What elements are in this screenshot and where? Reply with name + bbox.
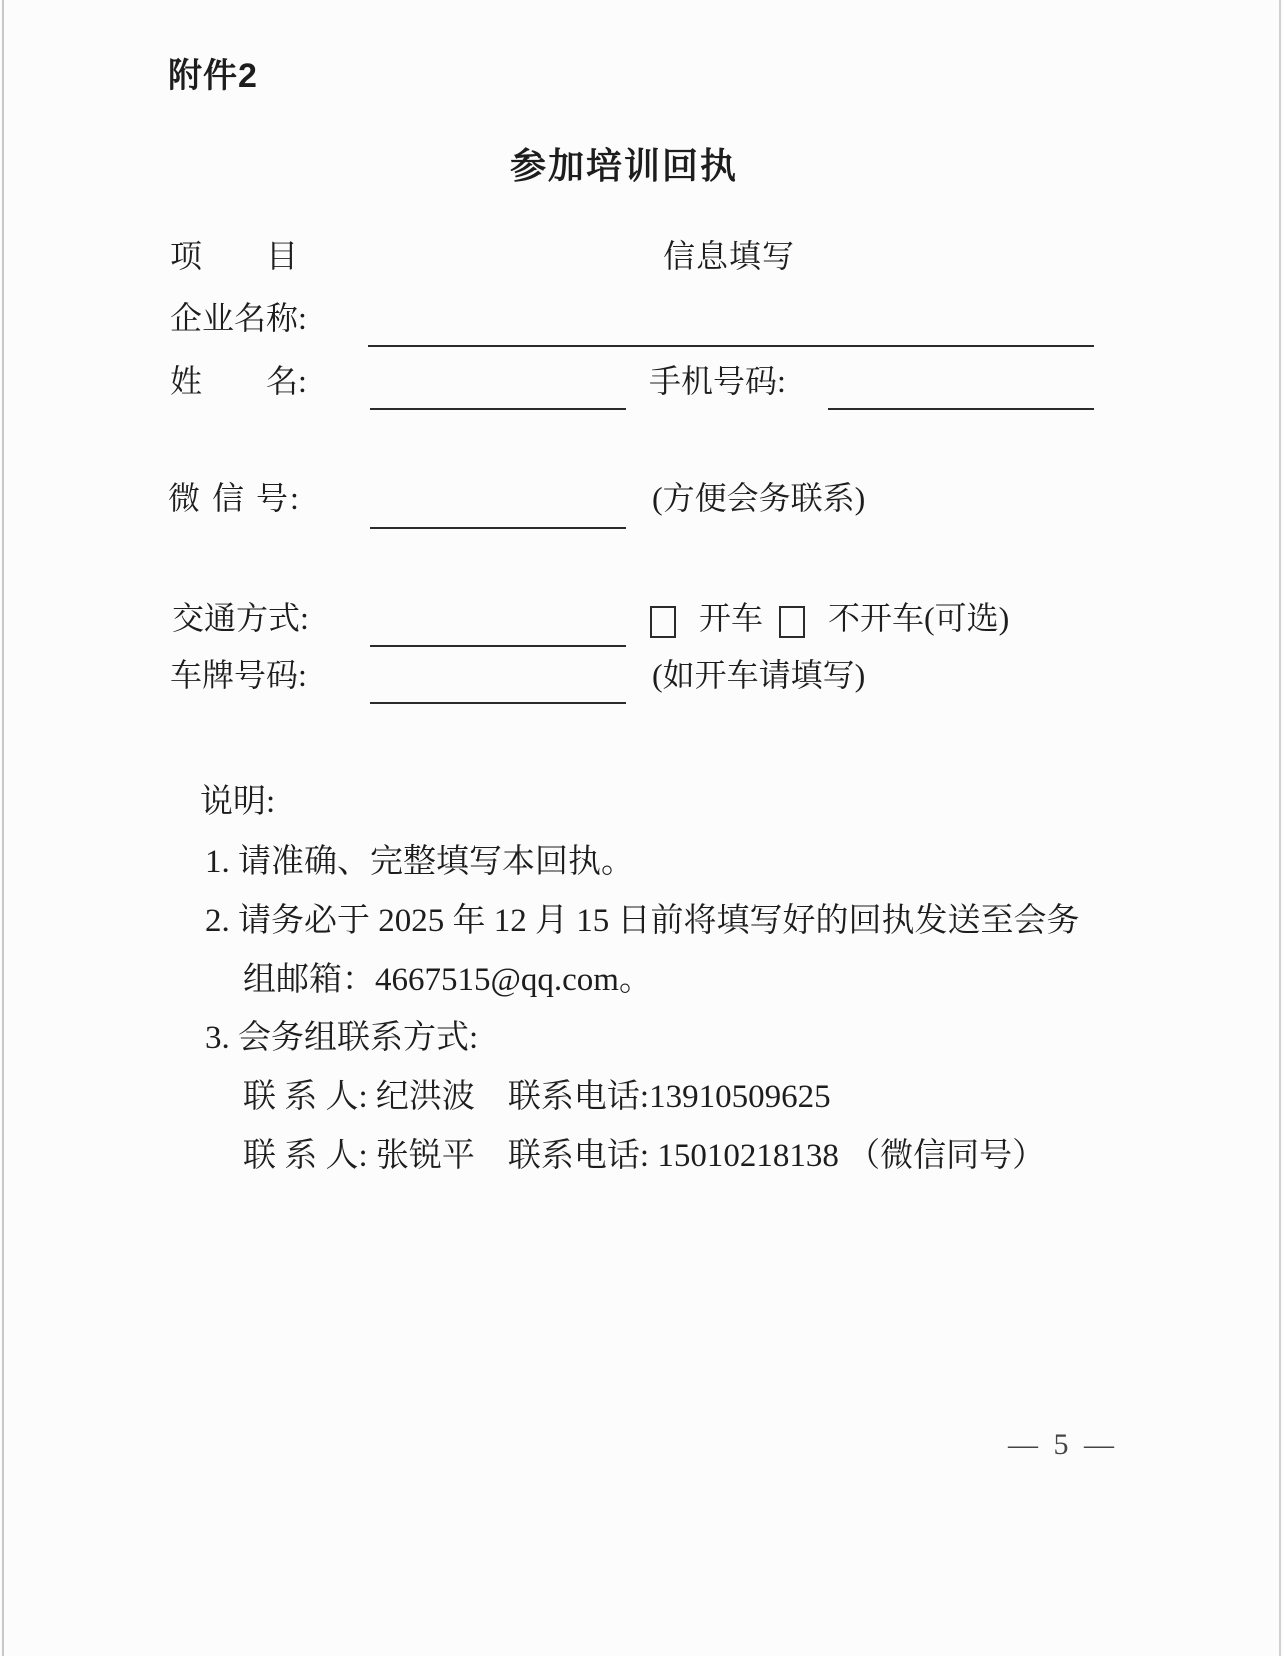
note-item-2-email-line: 组邮箱：4667515@qq.com。 (243, 962, 652, 998)
transport-mode-label: 交通方式: (172, 600, 309, 636)
name-blank-line (370, 408, 626, 410)
no-drive-checkbox (779, 606, 805, 638)
note-item-1: 1. 请准确、完整填写本回执。 (205, 844, 634, 880)
contact-person-line-2: 联 系 人: 张锐平 联系电话: 15010218138 （微信同号） (243, 1138, 1046, 1174)
company-name-blank-line (368, 345, 1094, 347)
wechat-id-blank-line (370, 527, 626, 529)
scan-edge-right (1279, 0, 1281, 1656)
transport-mode-blank-line (370, 645, 626, 647)
wechat-note-text: (方便会务联系) (652, 480, 866, 516)
license-plate-label: 车牌号码: (170, 657, 307, 693)
attachment-label: 附件2 (168, 57, 258, 95)
scan-edge-left (2, 0, 4, 1656)
drive-checkbox (650, 606, 676, 638)
name-label: 姓 名: (170, 363, 307, 399)
page-title: 参加培训回执 (510, 146, 739, 186)
form-header-item-label: 项 目 (170, 238, 299, 274)
contact-person-line-1: 联 系 人: 纪洪波 联系电话:13910509625 (243, 1079, 831, 1115)
license-plate-blank-line (370, 702, 626, 704)
notes-heading: 说明: (200, 784, 276, 820)
form-header-info-label: 信息填写 (663, 238, 796, 274)
page-number: — 5 — (1008, 1428, 1118, 1461)
mobile-number-label: 手机号码: (649, 363, 786, 399)
license-plate-note-text: (如开车请填写) (652, 657, 866, 693)
note-item-2-line1: 2. 请务必于 2025 年 12 月 15 日前将填写好的回执发送至会务 (205, 903, 1080, 939)
wechat-id-label: 微 信 号: (168, 480, 301, 516)
note-item-3: 3. 会务组联系方式: (205, 1020, 479, 1056)
mobile-number-blank-line (828, 408, 1094, 410)
no-drive-option-label: 不开车(可选) (828, 600, 1010, 636)
drive-option-label: 开车 (699, 600, 764, 636)
company-name-label: 企业名称: (170, 300, 307, 336)
